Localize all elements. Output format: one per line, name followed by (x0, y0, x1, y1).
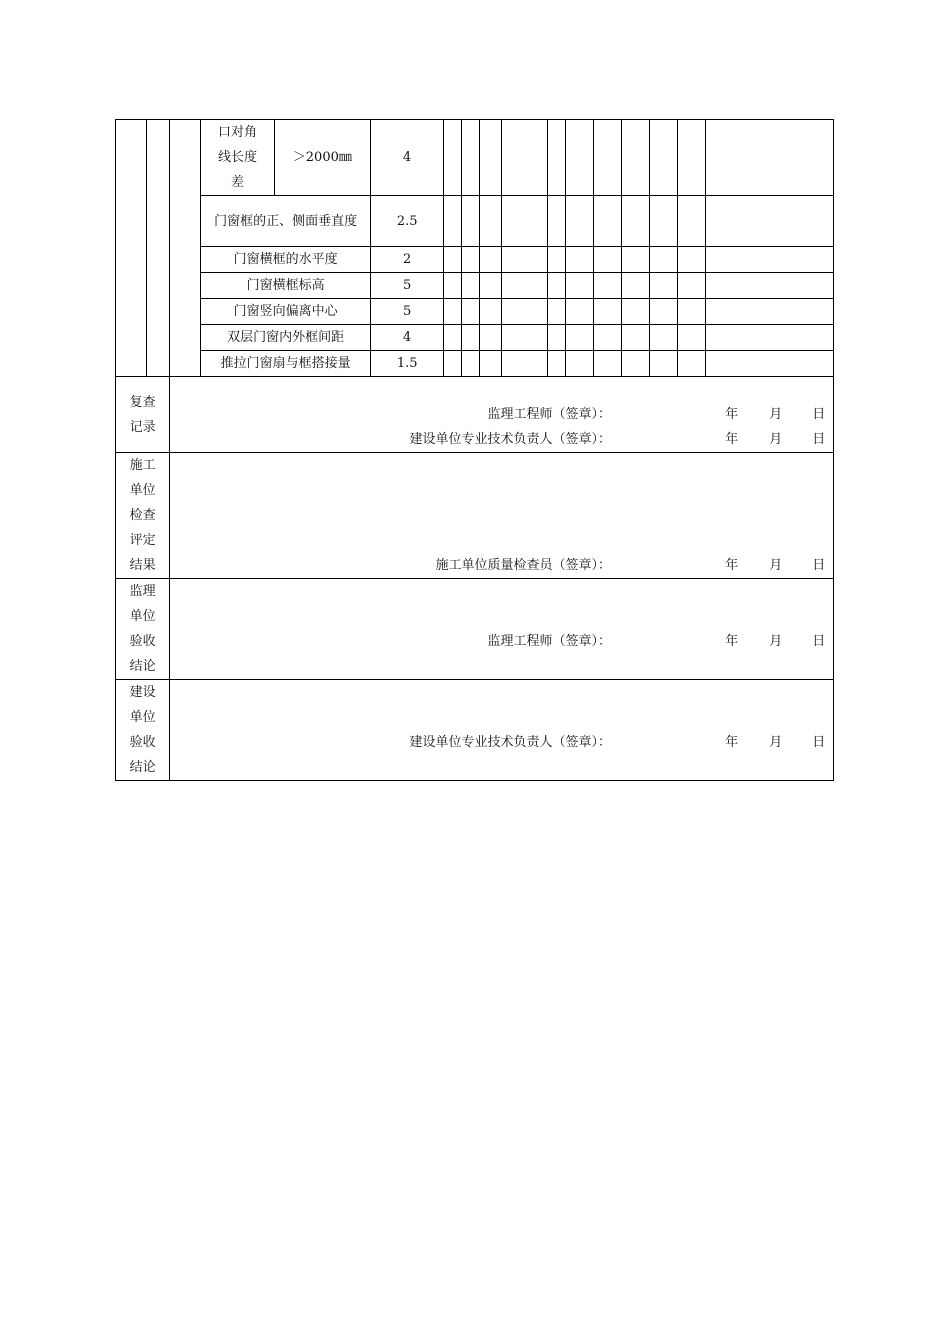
supervision-label: 监理 单位 验收 结论 (116, 579, 170, 680)
item-name: 门窗横框的水平度 (201, 247, 371, 273)
item-row (116, 325, 834, 351)
year-label: 年 (725, 558, 739, 573)
day-label: 日 (812, 634, 826, 649)
item-row (116, 196, 834, 247)
item-name: 门窗框的正、侧面垂直度 (201, 196, 371, 247)
inspection-form-table (115, 119, 834, 781)
month-label: 月 (769, 634, 783, 649)
item-name: 口对角 线长度 差 (201, 120, 274, 196)
recheck-signatures (170, 377, 834, 453)
day-label: 日 (812, 735, 826, 750)
supervisor-signature-label: 监理工程师（签章）： (487, 407, 611, 422)
item-row (116, 273, 834, 299)
month-label: 月 (769, 558, 783, 573)
month-label: 月 (769, 432, 783, 447)
owner-signature-label: 建设单位专业技术负责人（签章）： (409, 432, 611, 447)
month-label: 月 (769, 407, 783, 422)
recheck-owner-line (170, 427, 833, 452)
day-label: 日 (812, 558, 826, 573)
supervision-section (116, 579, 834, 680)
engineer-signature-label: 监理工程师（签章）： (487, 634, 611, 649)
year-label: 年 (725, 735, 739, 750)
item-name: 推拉门窗扇与框搭接量 (201, 351, 371, 377)
month-label: 月 (769, 735, 783, 750)
item-name: 门窗竖向偏离中心 (201, 299, 371, 325)
owner-tech-line (170, 730, 833, 755)
owner-signatures (170, 680, 834, 781)
item-row (116, 299, 834, 325)
item-row (116, 120, 834, 196)
supervision-engineer-line (170, 629, 833, 654)
item-condition: ＞2000㎜ (274, 120, 370, 196)
construction-section (116, 453, 834, 579)
item-name: 门窗横框标高 (201, 273, 371, 299)
day-label: 日 (812, 407, 826, 422)
construction-inspector-line (170, 553, 833, 578)
day-label: 日 (812, 432, 826, 447)
item-row (116, 247, 834, 273)
item-value: 4 (371, 120, 444, 196)
year-label: 年 (725, 432, 739, 447)
construction-label: 施工 单位 检查 评定 结果 (116, 453, 170, 579)
inspector-signature-label: 施工单位质量检查员（签章）： (435, 558, 611, 573)
owner-section (116, 680, 834, 781)
owner-label: 建设 单位 验收 结论 (116, 680, 170, 781)
item-value: 5 (371, 273, 444, 299)
year-label: 年 (725, 634, 739, 649)
recheck-supervisor-line (170, 402, 833, 427)
year-label: 年 (725, 407, 739, 422)
owner-tech-signature-label: 建设单位专业技术负责人（签章）： (409, 735, 611, 750)
supervision-signatures (170, 579, 834, 680)
item-name: 双层门窗内外框间距 (201, 325, 371, 351)
construction-signatures (170, 453, 834, 579)
item-value: 2 (371, 247, 444, 273)
recheck-label: 复查 记录 (116, 377, 170, 453)
item-row (116, 351, 834, 377)
recheck-section (116, 377, 834, 453)
item-value: 2.5 (371, 196, 444, 247)
item-value: 1.5 (371, 351, 444, 377)
item-value: 4 (371, 325, 444, 351)
item-value: 5 (371, 299, 444, 325)
